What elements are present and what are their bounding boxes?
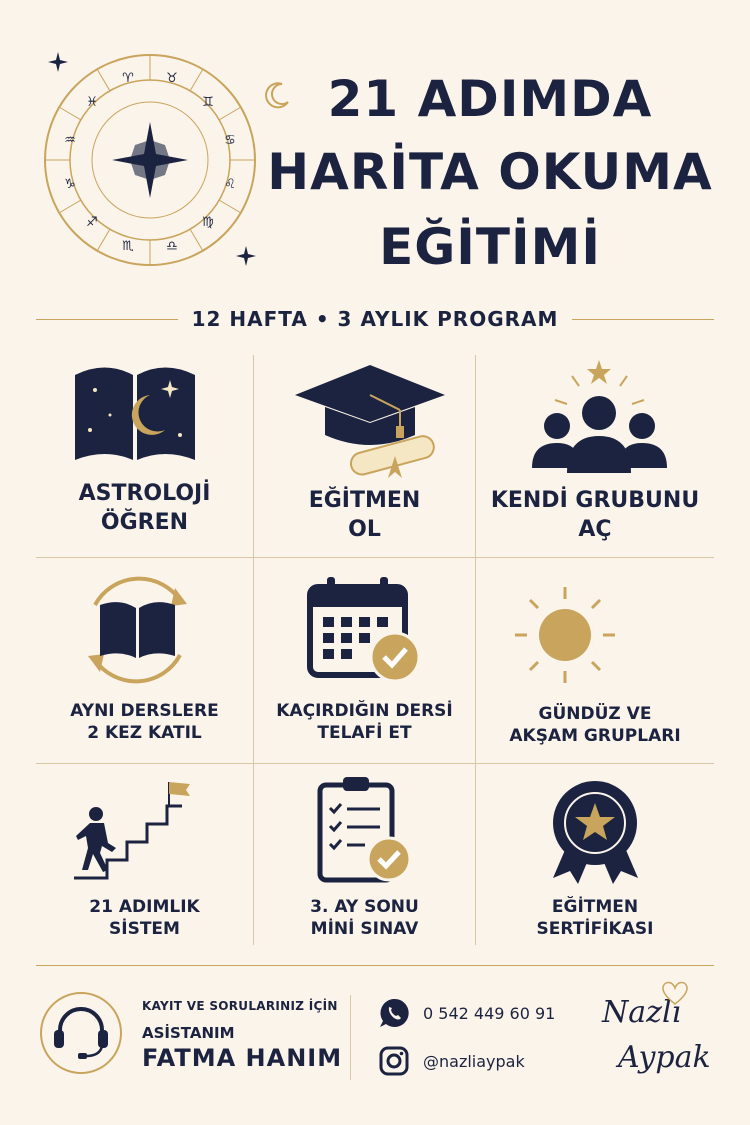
book-cycle-icon [75, 570, 200, 690]
svg-text:♋: ♋ [224, 133, 236, 148]
group-icon [527, 358, 672, 476]
feature-label: KENDİ GRUBUNU AÇ [490, 488, 700, 542]
svg-text:♑: ♑ [64, 177, 76, 192]
svg-text:♏: ♏ [122, 239, 134, 254]
footer-divider [350, 995, 351, 1080]
feature-label: EĞİTMEN SERTİFİKASI [536, 897, 654, 940]
svg-text:♎: ♎ [166, 239, 178, 254]
instagram-icon [378, 1045, 410, 1077]
feature-label: ASTROLOJİ ÖĞREN [78, 481, 211, 535]
divider [36, 965, 714, 966]
svg-text:♐: ♐ [86, 215, 98, 230]
title-line-3: EĞİTİMİ [379, 218, 601, 276]
assistant-name: FATMA HANIM [142, 1044, 343, 1072]
svg-text:♈: ♈ [122, 71, 134, 86]
svg-text:♊: ♊ [202, 95, 214, 110]
sparkle-icon [48, 52, 68, 72]
heart-icon [660, 980, 690, 1006]
assistant-role: ASİSTANIM [142, 1024, 235, 1042]
title-line-2: HARİTA OKUMA [267, 143, 713, 201]
grid-divider [253, 355, 254, 945]
title-line-1: 21 ADIMDA [327, 70, 653, 128]
signature-line-2: Aypak [618, 1040, 711, 1075]
grid-divider [475, 355, 476, 945]
zodiac-wheel-icon [30, 40, 270, 280]
grid-divider [36, 557, 714, 558]
feature-label: AYNI DERSLERE 2 KEZ KATIL [70, 701, 219, 744]
feature-label: 3. AY SONU MİNİ SINAV [310, 897, 419, 940]
subtitle: 12 HAFTA • 3 AYLIK PROGRAM [178, 307, 573, 331]
stairs-flag-icon [72, 778, 197, 883]
sun-moon-icon [510, 585, 660, 685]
feature-label: EĞİTMEN OL [308, 488, 421, 542]
clipboard-check-icon [315, 775, 415, 885]
registration-note: KAYIT VE SORULARINIZ İÇİN [142, 999, 338, 1013]
svg-text:♓: ♓ [86, 95, 98, 110]
svg-text:♒: ♒ [64, 133, 76, 148]
svg-text:♉: ♉ [166, 71, 178, 86]
grid-divider [36, 763, 714, 764]
feature-label: 21 ADIMLIK SİSTEM [89, 897, 200, 940]
calendar-check-icon [305, 575, 423, 683]
whatsapp-icon [378, 997, 410, 1029]
open-book-moon-icon [70, 360, 200, 465]
graduation-cap-icon [290, 360, 450, 480]
feature-label: KAÇIRDIĞIN DERSİ TELAFİ ET [276, 701, 453, 744]
feature-label: GÜNDÜZ VE AKŞAM GRUPLARI [509, 704, 681, 747]
svg-text:♍: ♍ [202, 215, 214, 230]
phone-number[interactable]: 0 542 449 60 91 [423, 1004, 556, 1023]
award-badge-icon [543, 778, 648, 886]
headset-icon [38, 990, 124, 1076]
signature-line-1: Nazlı [602, 995, 682, 1030]
instagram-handle[interactable]: @nazliaypak [423, 1052, 525, 1071]
svg-text:♌: ♌ [224, 177, 236, 192]
